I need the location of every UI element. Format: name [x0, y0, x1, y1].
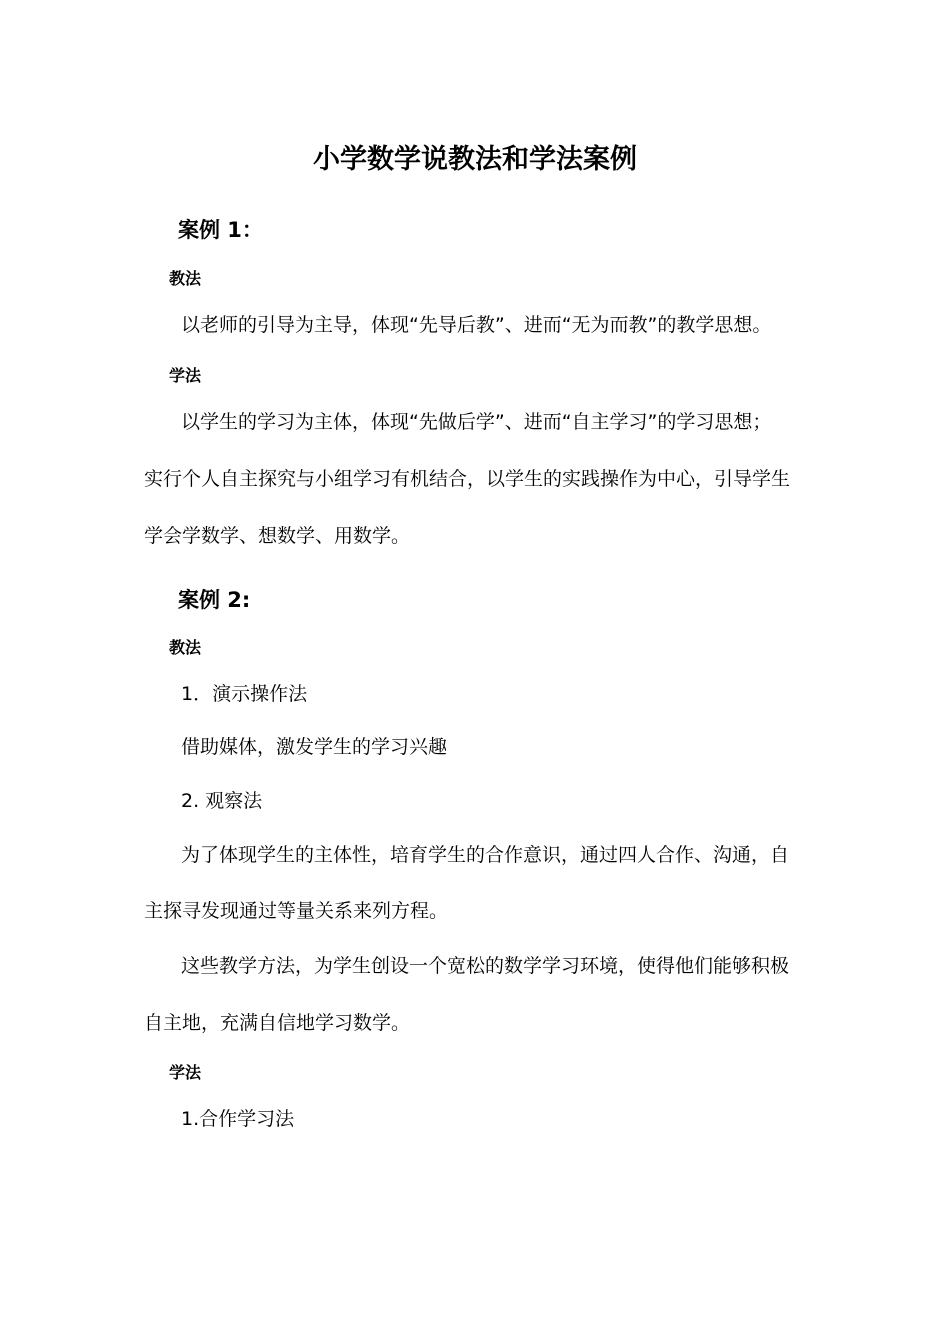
case1-learning-label: 学法	[169, 366, 202, 385]
case2-teaching-label: 教法	[169, 638, 202, 657]
case1-teaching-label: 教法	[169, 269, 202, 288]
case1-learning-line-1: 以学生的学习为主体，体现“先做后学”、进而“自主学习”的学习思想；	[181, 411, 772, 433]
document-title: 小学数学说教法和学法案例	[313, 144, 637, 175]
case2-heading: 案例 2:	[178, 588, 251, 612]
case2-teaching-summary-line-1: 这些教学方法，为学生创设一个宽松的数学学习环境，使得他们能够积极	[181, 955, 790, 977]
case2-teaching-summary-line-2: 自主地，充满自信地学习数学。	[144, 1012, 411, 1034]
case2-teaching-item2-line-1: 为了体现学生的主体性，培育学生的合作意识，通过四人合作、沟通，自	[181, 844, 790, 866]
case1-learning-line-3: 学会学数学、想数学、用数学。	[144, 525, 411, 547]
case2-teaching-item2-line-2: 主探寻发现通过等量关系来列方程。	[144, 900, 449, 922]
case2-learning-label: 学法	[169, 1063, 202, 1082]
case1-learning-line-2: 实行个人自主探究与小组学习有机结合，以学生的实践操作为中心，引导学生	[144, 468, 791, 490]
case2-teaching-item1-title: 1．演示操作法	[181, 683, 308, 705]
case2-teaching-item2-title: 2. 观察法	[181, 790, 263, 812]
case1-teaching-line-1: 以老师的引导为主导，体现“先导后教”、进而“无为而教”的教学思想。	[181, 314, 772, 336]
case2-teaching-item1-desc: 借助媒体，激发学生的学习兴趣	[181, 736, 448, 758]
case1-heading: 案例 1：	[178, 218, 263, 242]
case2-learning-item1-title: 1.合作学习法	[181, 1108, 295, 1130]
